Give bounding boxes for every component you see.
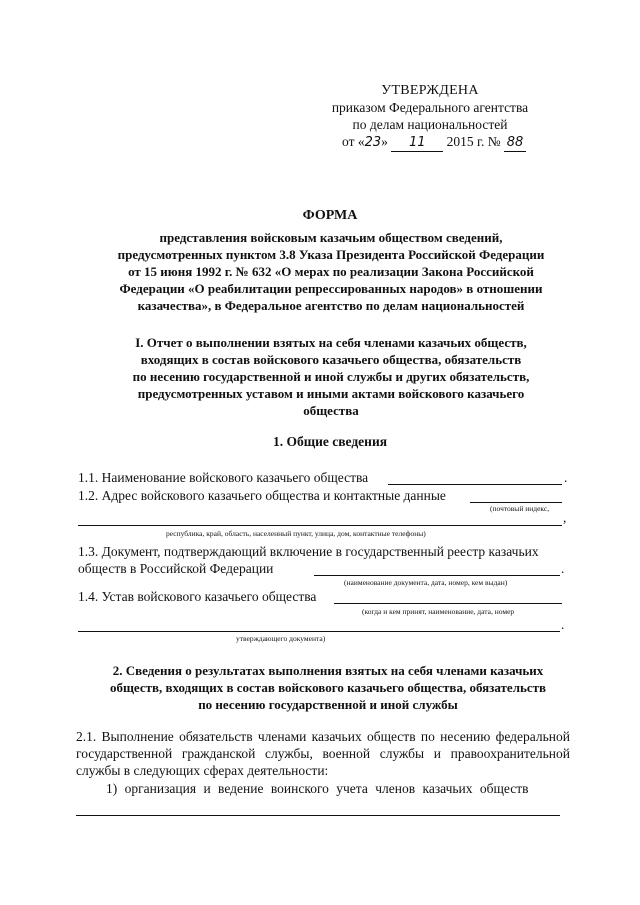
item-1-2-comma: , [563, 510, 567, 525]
item-1-4-fill-line [334, 603, 562, 604]
date-prefix: от « [342, 134, 365, 149]
item-1-4-dot: . [561, 617, 565, 632]
item-1-2-address-line [78, 525, 562, 526]
date-year: 2015 г. № [446, 134, 501, 149]
item-1-4-label: 1.4. Устав войскового казачьего общества [78, 589, 317, 604]
date-day: 23 [364, 135, 382, 150]
heading-line: по несению государственной и иной службы и других обязательств, [132, 369, 530, 384]
paragraph-item-1: 1) организация и ведение воинского учета членов казачьих обществ [106, 781, 529, 796]
heading-line: 2. Сведения о результатах выполнения взятых на себя членами казачьих [112, 663, 544, 678]
paragraph-2-1: 2.1. Выполнение обязательств членами казачьих обществ по несению федеральной государственной гражданской службы, военной службы и правоохранительной службы в следующих сферах деятельности: [76, 729, 570, 778]
item-1-3-dot: . [561, 561, 565, 576]
item-1-3-label-line-2: обществ в Российской Федерации [78, 561, 274, 576]
item-1-3-fill-line [314, 575, 560, 576]
heading-line: предусмотренных уставом и иными актами войскового казачьего [137, 386, 525, 401]
note-charter-b: утверждающего документа) [236, 634, 326, 643]
heading-line: I. Отчет о выполнении взятых на себя членами казачьих обществ, [135, 335, 527, 350]
approval-line-1: приказом Федерального агентства [331, 100, 529, 115]
section-2-heading [78, 662, 578, 713]
note-charter-a: (когда и кем принят, наименование, дата, номер [362, 607, 515, 616]
form-subtitle [86, 229, 576, 314]
order-number: 88 [504, 134, 526, 152]
item-1-1-dot: . [564, 470, 568, 485]
approval-line-2: по делам национальностей [352, 117, 508, 132]
item-1-3-label-line-1: 1.3. Документ, подтверждающий включение в государственный реестр казачьих [78, 544, 539, 559]
heading-line: обществ, входящих в состав войскового казачьего общества, обязательств [109, 680, 547, 695]
date-month: 11 [391, 134, 443, 152]
approval-date-line [300, 133, 560, 152]
note-address-details: республика, край, область, населенный пункт, улица, дом, контактные телефоны) [166, 529, 426, 538]
subtitle-line: предусмотренных пунктом 3.8 Указа Президента Российской Федерации [117, 247, 545, 262]
general-info-heading: 1. Общие сведения [272, 434, 388, 449]
date-mid: » [381, 134, 388, 149]
heading-line: входящих в состав войскового казачьего общества, обязательств [140, 352, 522, 367]
item-1-1-fill-line [388, 484, 562, 485]
form-title: ФОРМА [302, 208, 358, 223]
subtitle-line: Федерации «О реабилитации репрессированных народов» в отношении [119, 281, 543, 296]
subtitle-line: от 15 июня 1992 г. № 632 «О мерах по реализации Закона Российской [128, 264, 534, 279]
note-document: (наименование документа, дата, номер, кем выдан) [344, 578, 508, 587]
item-1-4-second-line [78, 631, 560, 632]
heading-line: по несению государственной и иной службы [198, 697, 458, 712]
item-1-1-label: 1.1. Наименование войскового казачьего общества [78, 470, 369, 485]
heading-line: общества [303, 403, 359, 418]
subtitle-line: казачества», в Федеральное агентство по делам национальностей [137, 298, 525, 313]
section-1-heading [86, 334, 576, 419]
subtitle-line: представления войсковым казачьим обществом сведений, [159, 230, 503, 245]
item-1-2-label: 1.2. Адрес войскового казачьего общества и контактные данные [78, 488, 446, 503]
note-postal-index: (почтовый индекс, [490, 504, 550, 513]
approval-title: УТВЕРЖДЕНА [381, 83, 479, 98]
approval-block [300, 82, 560, 152]
item-1-fill-line [76, 815, 560, 816]
item-1-2-fill-line [470, 502, 562, 503]
